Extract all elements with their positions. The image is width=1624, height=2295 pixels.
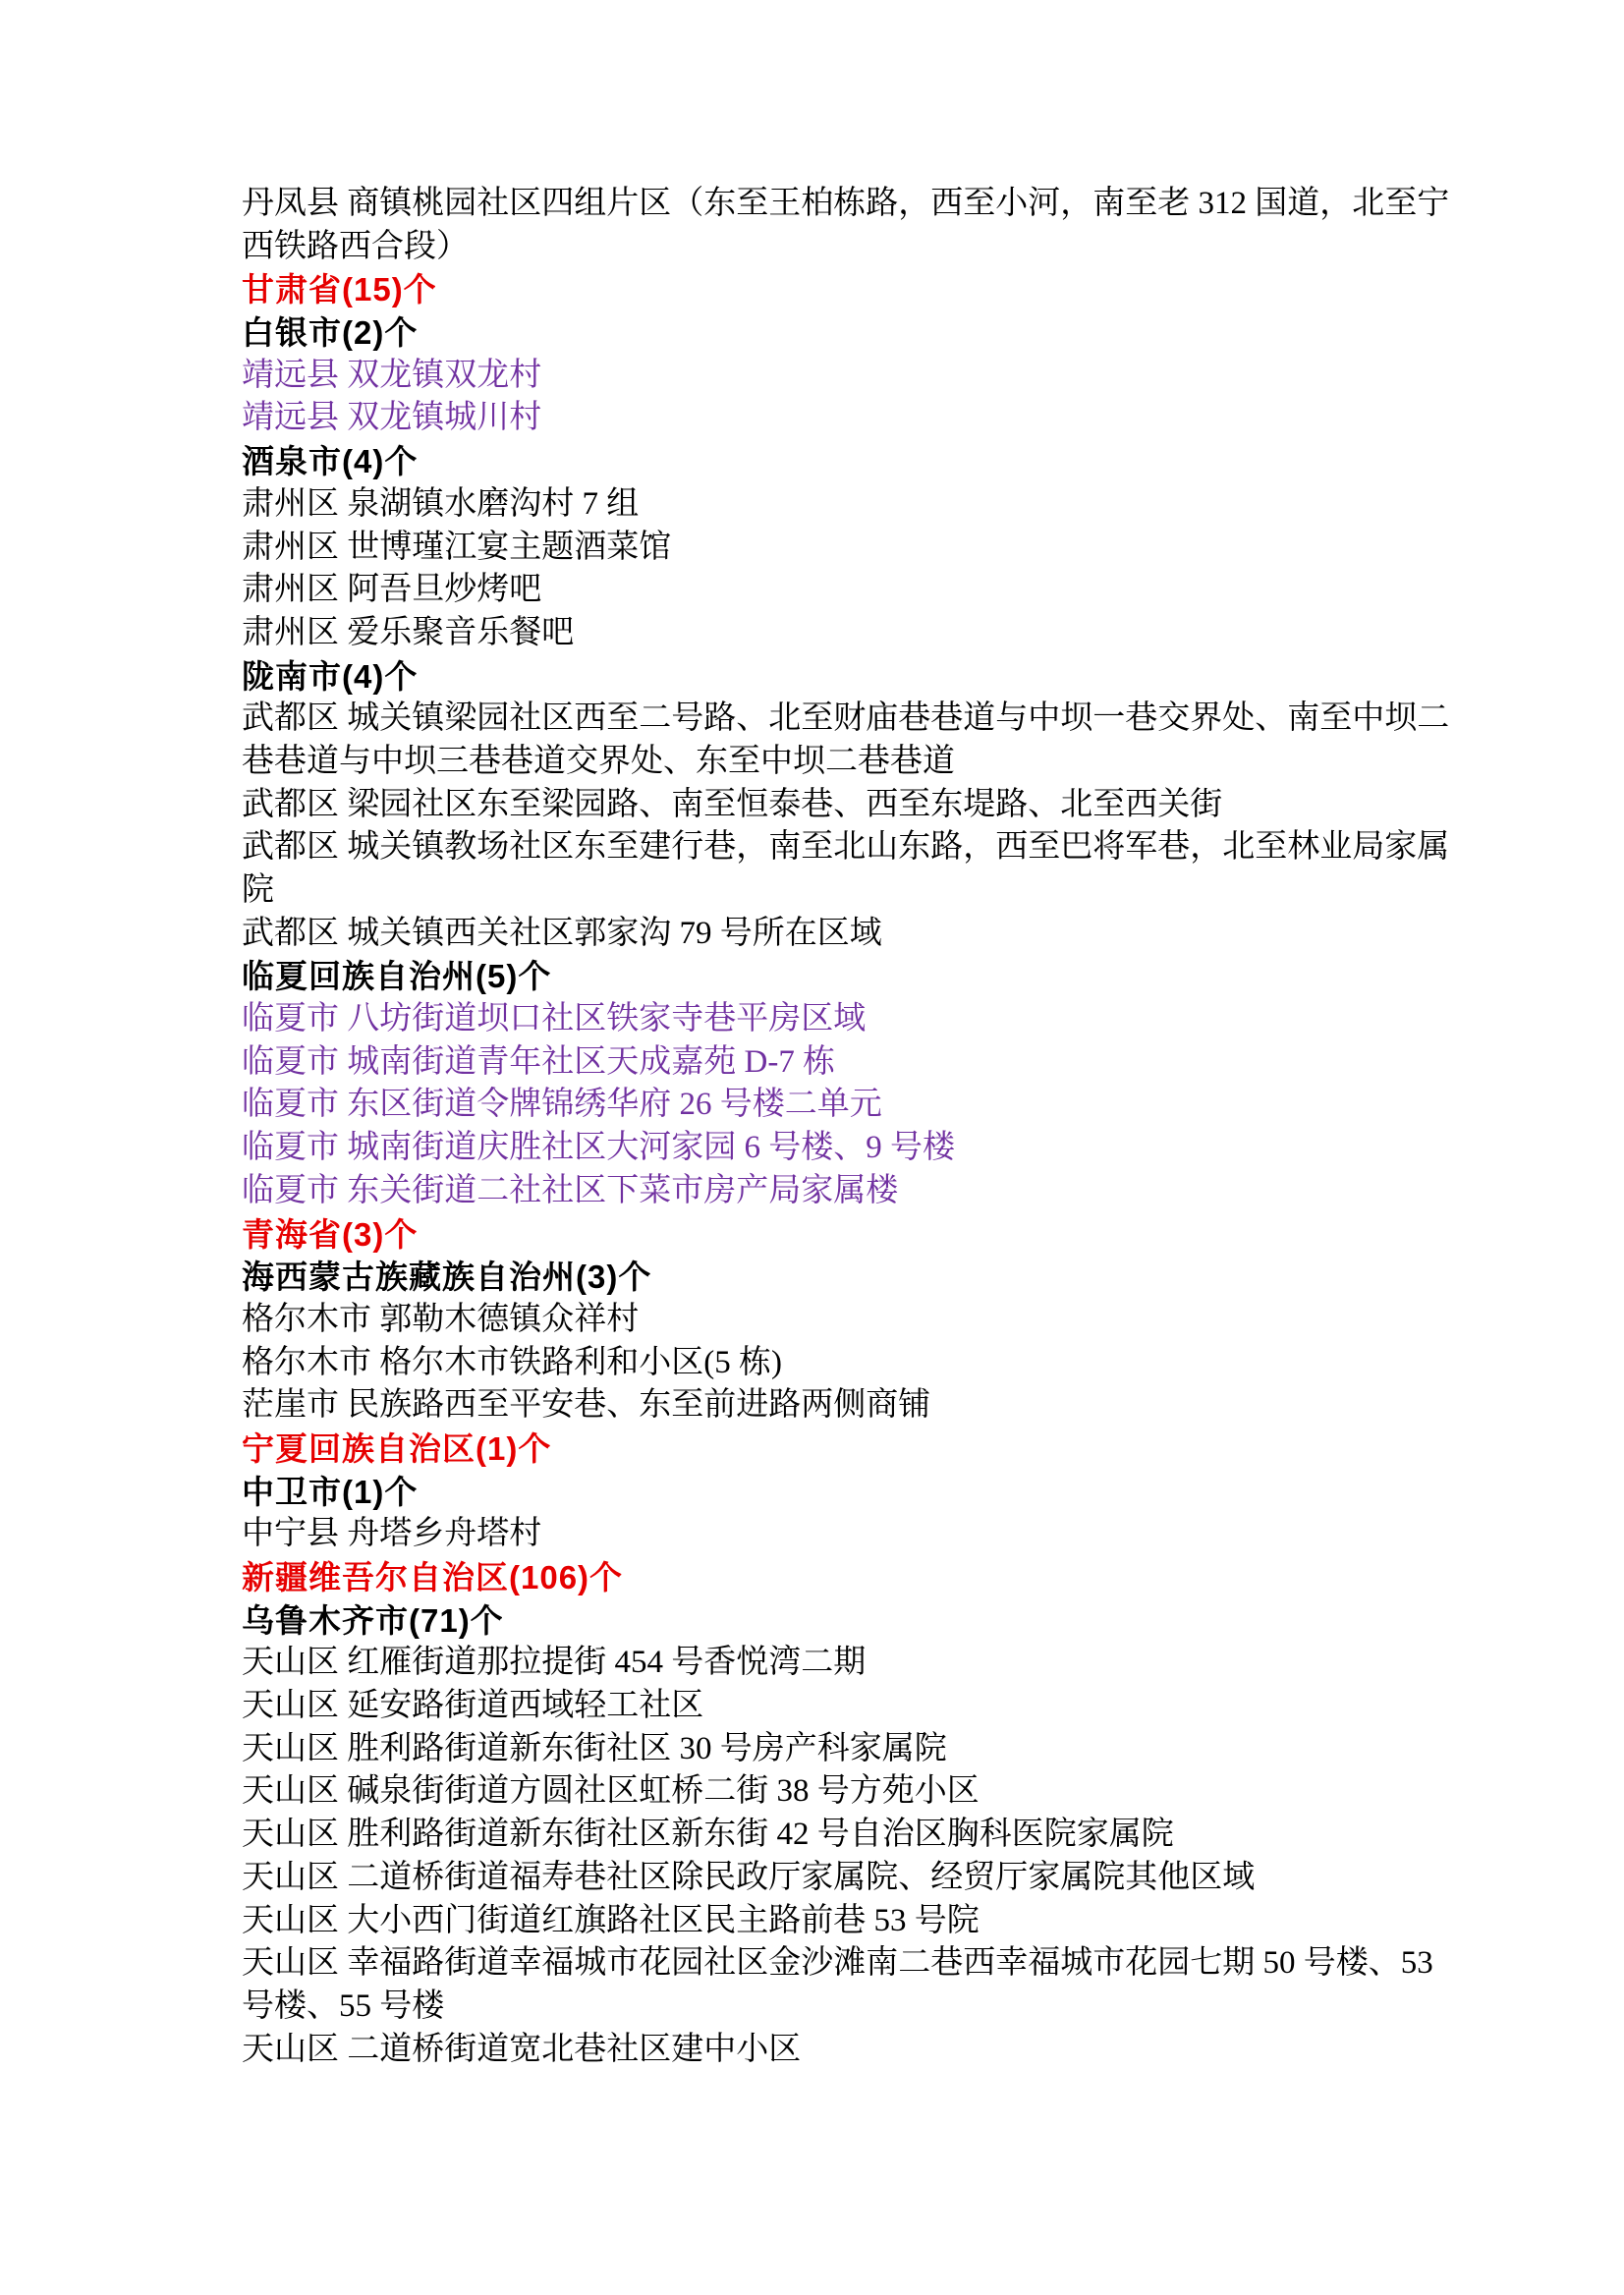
document-lines — [242, 183, 1450, 2071]
text-line: 茫崖市 民族路西至平安巷、东至前进路两侧商铺 — [242, 1387, 931, 1424]
text-line: 武都区 城关镇西关社区郭家沟 79 号所在区域 — [242, 915, 882, 951]
text-line: 新疆维吾尔自治区(106)个 — [242, 1559, 624, 1595]
text-line: 天山区 二道桥街道宽北巷社区建中小区 — [242, 2031, 802, 2067]
text-line: 西铁路西合段） — [242, 228, 469, 264]
text-line: 天山区 碱泉街街道方圆社区虹桥二街 38 号方苑小区 — [242, 1773, 980, 1810]
text-line: 天山区 大小西门街道红旗路社区民主路前巷 53 号院 — [242, 1902, 980, 1938]
text-line: 乌鲁木齐市(71)个 — [242, 1601, 504, 1639]
text-line: 丹凤县 商镇桃园社区四组片区（东至王柏栋路，西至小河，南至老 312 国道，北至宁 — [242, 186, 1450, 221]
text-line: 武都区 城关镇教场社区东至建行巷，南至北山东路，西至巴将军巷，北至林业局家属 — [242, 829, 1450, 866]
text-line: 靖远县 双龙镇双龙村 — [242, 357, 542, 393]
text-line: 格尔木市 格尔木市铁路利和小区(5 栋) — [242, 1344, 782, 1380]
text-line: 临夏市 八坊街道坝口社区铁家寺巷平房区域 — [242, 1001, 867, 1037]
text-line: 白银市(2)个 — [242, 314, 419, 352]
text-line: 中卫市(1)个 — [242, 1473, 419, 1510]
text-line: 天山区 二道桥街道福寿巷社区除民政厅家属院、经贸厅家属院其他区域 — [242, 1859, 1256, 1895]
text-line: 甘肃省(15)个 — [242, 271, 437, 308]
text-line: 格尔木市 郭勒木德镇众祥村 — [242, 1301, 640, 1337]
text-line: 宁夏回族自治区(1)个 — [242, 1429, 552, 1467]
text-line: 陇南市(4)个 — [242, 657, 419, 695]
text-line: 号楼、55 号楼 — [242, 1987, 445, 2024]
text-line: 院 — [242, 872, 274, 908]
text-line: 武都区 城关镇梁园社区西至二号路、北至财庙巷巷道与中坝一巷交界处、南至中坝二 — [242, 700, 1450, 737]
text-line: 巷巷道与中坝三巷巷道交界处、东至中坝二巷巷道 — [242, 743, 955, 779]
text-line: 肃州区 泉湖镇水磨沟村 7 组 — [242, 485, 640, 522]
text-line: 天山区 胜利路街道新东街社区新东街 42 号自治区胸科医院家属院 — [242, 1817, 1174, 1853]
text-line: 海西蒙古族藏族自治州(3)个 — [242, 1259, 652, 1296]
text-line: 武都区 梁园社区东至梁园路、南至恒泰巷、西至东堤路、北至西关街 — [242, 786, 1223, 822]
text-line: 肃州区 阿吾旦炒烤吧 — [242, 572, 542, 608]
text-line: 肃州区 爱乐聚音乐餐吧 — [242, 614, 575, 650]
text-line: 天山区 延安路街道西域轻工社区 — [242, 1688, 704, 1724]
text-line: 天山区 红雁街道那拉提街 454 号香悦湾二期 — [242, 1645, 867, 1681]
text-line: 靖远县 双龙镇城川村 — [242, 400, 542, 436]
text-line: 天山区 胜利路街道新东街社区 30 号房产科家属院 — [242, 1730, 947, 1766]
text-line: 酒泉市(4)个 — [242, 443, 419, 480]
text-line: 临夏市 东关街道二社社区下菜市房产局家属楼 — [242, 1172, 899, 1208]
text-line: 天山区 幸福路街道幸福城市花园社区金沙滩南二巷西幸福城市花园七期 50 号楼、53 — [242, 1945, 1433, 1982]
text-line: 青海省(3)个 — [242, 1215, 419, 1253]
text-line: 临夏市 城南街道青年社区天成嘉苑 D-7 栋 — [242, 1043, 836, 1080]
text-line: 中宁县 舟塔乡舟塔村 — [242, 1516, 542, 1552]
text-line: 肃州区 世博瑾江宴主题酒菜馆 — [242, 529, 672, 565]
text-line: 临夏市 东区街道令牌锦绣华府 26 号楼二单元 — [242, 1087, 882, 1123]
text-line: 临夏回族自治州(5)个 — [242, 958, 552, 995]
text-line: 临夏市 城南街道庆胜社区大河家园 6 号楼、9 号楼 — [242, 1130, 955, 1166]
